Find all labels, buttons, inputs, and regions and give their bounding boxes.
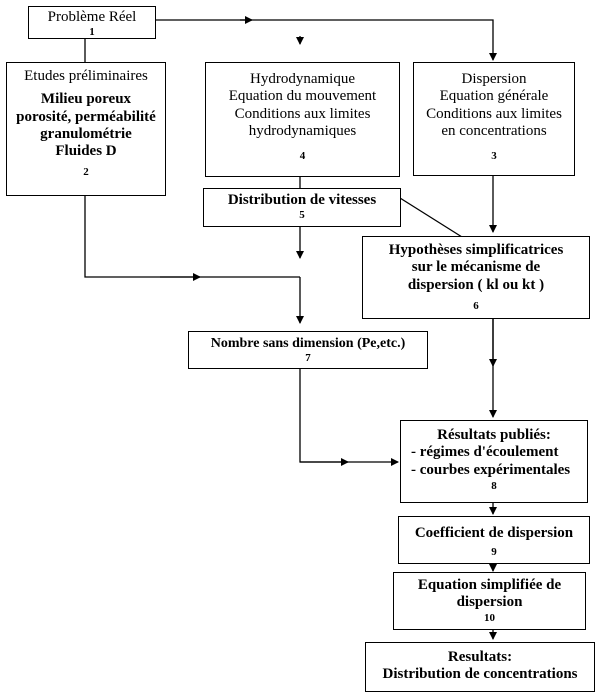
node-3-line-4: en concentrations: [441, 122, 547, 139]
connector-7-to-8: [300, 368, 398, 462]
node-2-line-4: granulométrie: [40, 125, 132, 142]
node-4-number: 4: [299, 150, 306, 162]
node-9-line-1: Coefficient de dispersion: [414, 525, 574, 541]
node-3-line-3: Conditions aux limites: [426, 105, 562, 122]
node-2-line-3: porosité, perméabilité: [16, 108, 156, 125]
node-3-number: 3: [491, 150, 497, 162]
node-8-line-2: - régimes d'écoulement: [411, 444, 559, 461]
node-10-number: 10: [484, 611, 495, 624]
node-2-line-1: Etudes préliminaires: [24, 68, 148, 84]
node-9-coefficient-dispersion: [398, 516, 590, 564]
node-4-line-1: Hydrodynamique: [250, 71, 355, 87]
node-11-resultats-distribution: [365, 642, 595, 692]
node-3-line-2: Equation générale: [439, 88, 549, 105]
node-10-line-1: Equation simplifiée de: [417, 577, 562, 593]
node-8-number: 8: [491, 479, 497, 492]
node-8-line-3: - courbes expérimentales: [411, 461, 571, 478]
node-5-line-1: Distribution de vitesses: [227, 192, 377, 208]
node-1-number: 1: [89, 26, 95, 39]
node-2-line-2: Milieu poreux: [40, 91, 132, 108]
node-6-number: 6: [473, 299, 479, 312]
node-5-number: 5: [299, 209, 305, 222]
connector-1-to-3: [155, 20, 493, 60]
node-7-nombre-sans-dimension: [188, 331, 428, 369]
node-1-probleme-reel: [28, 6, 156, 39]
node-6-line-3: dispersion ( kl ou kt ): [407, 276, 545, 293]
node-1-line-1: Problème Réel: [47, 9, 137, 25]
node-4-line-3: Conditions aux limites: [234, 105, 371, 122]
node-2-line-5: Fluides D: [55, 143, 117, 159]
node-3-dispersion: [413, 62, 575, 176]
node-2-number: 2: [83, 166, 89, 179]
node-4-hydrodynamique: [205, 62, 400, 177]
connector-5-to-6: [400, 198, 462, 237]
node-4-line-2: Equation du mouvement: [228, 88, 377, 105]
node-2-etudes-preliminaires: [6, 62, 166, 196]
node-7-line-1: Nombre sans dimension (Pe,etc.): [210, 336, 406, 351]
node-8-resultats-publies: [400, 420, 588, 503]
node-6-line-2: sur le mécanisme de: [411, 259, 541, 276]
node-3-line-1: Dispersion: [461, 71, 527, 87]
node-6-line-1: Hypothèses simplificatrices: [388, 242, 564, 258]
node-9-number: 9: [491, 546, 497, 559]
node-6-hypotheses: [362, 236, 590, 319]
node-4-line-4: hydrodynamiques: [248, 122, 357, 139]
node-5-distribution-vitesses: [203, 188, 401, 227]
node-7-number: 7: [305, 352, 311, 365]
node-10-line-2: dispersion: [456, 594, 523, 611]
node-10-equation-simplifiee: [393, 572, 586, 630]
node-8-line-1: Résultats publiés:: [437, 427, 551, 443]
node-11-line-2: Distribution de concentrations: [382, 666, 578, 683]
node-11-line-1: Resultats:: [447, 649, 513, 665]
